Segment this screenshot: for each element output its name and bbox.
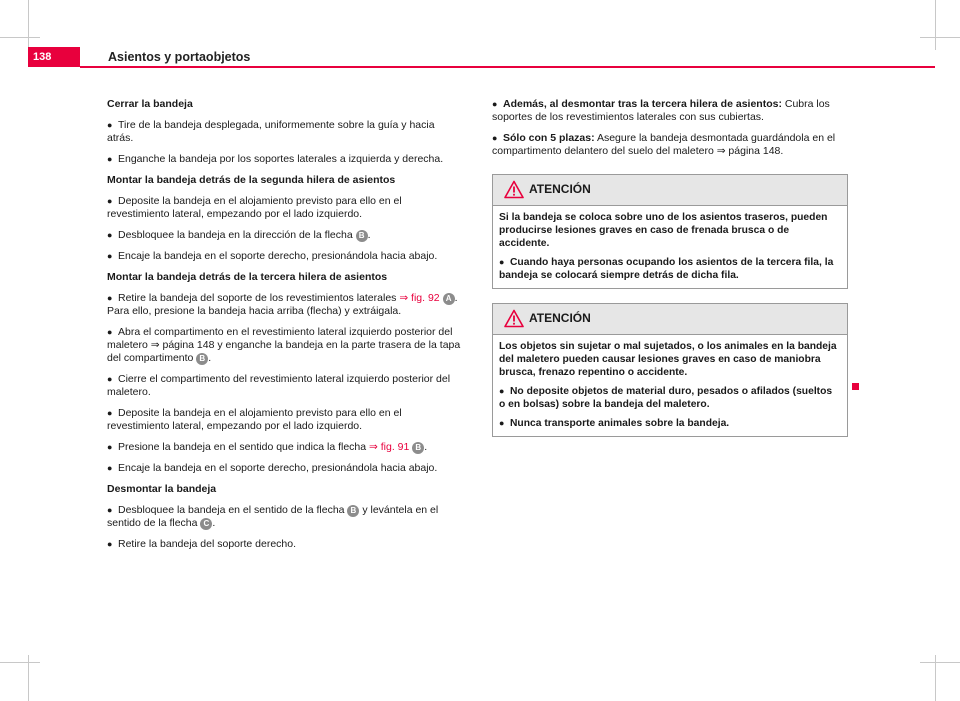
warning-box <box>492 174 848 289</box>
section-heading: Montar la bandeja detrás de la segunda hilera de asientos <box>107 174 396 186</box>
crop-mark <box>0 37 40 38</box>
list-item: ● Desbloquee la bandeja en el sentido de la flecha B y levántela en el sentido de la flecha C . <box>107 504 439 529</box>
crop-mark <box>920 662 960 663</box>
warning-triangle-icon <box>504 309 524 328</box>
bullet-icon: ● <box>499 257 505 267</box>
warning-body <box>493 335 847 436</box>
warning-header <box>493 304 847 335</box>
warning-text: Los objetos sin sujetar o mal sujetados, o los animales en la bandeja del maletero pueden causar lesiones graves en caso de maniobra brusca, frenazo repentino o accidente. <box>499 341 837 378</box>
list-item: ● Nunca transporte animales sobre la bandeja. <box>499 418 730 429</box>
list-item: ● Enganche la bandeja por los soportes laterales a izquierda y derecha. <box>107 153 444 165</box>
bullet-icon: ● <box>499 418 505 428</box>
list-item: ● Encaje la bandeja en el soporte derecho, presionándola hacia abajo. <box>107 250 438 262</box>
list-item: ● Deposite la bandeja en el alojamiento previsto para ello en el revestimiento lateral, empezando por el lado izquierdo. <box>107 407 402 432</box>
crop-mark <box>935 655 936 701</box>
crop-mark <box>28 0 29 50</box>
callout-b-badge: B <box>196 353 208 365</box>
bullet-icon: ● <box>107 408 113 418</box>
callout-b-badge: B <box>412 442 424 454</box>
crop-mark <box>920 37 960 38</box>
bullet-icon: ● <box>492 133 498 143</box>
warning-triangle-icon <box>504 180 524 199</box>
list-item: ● Tire de la bandeja desplegada, uniformemente sobre la guía y hacia atrás. <box>107 119 435 144</box>
crop-mark <box>28 655 29 701</box>
crop-mark <box>0 662 40 663</box>
bullet-icon: ● <box>107 230 113 240</box>
bullet-icon: ● <box>107 154 113 164</box>
callout-b-badge: B <box>356 230 368 242</box>
warning-header <box>493 175 847 206</box>
page-title: Asientos y portaobjetos <box>108 50 251 64</box>
callout-a-badge: A <box>443 293 455 305</box>
bullet-icon: ● <box>107 327 113 337</box>
bullet-icon: ● <box>107 505 113 515</box>
bullet-icon: ● <box>499 386 505 396</box>
bullet-icon: ● <box>107 539 113 549</box>
callout-b-badge: B <box>347 505 359 517</box>
bullet-icon: ● <box>107 463 113 473</box>
bullet-icon: ● <box>107 196 113 206</box>
bullet-icon: ● <box>107 442 113 452</box>
figure-link[interactable]: ⇒ fig. 92 <box>399 292 440 304</box>
crop-mark <box>935 0 936 50</box>
section-end-marker <box>852 383 859 390</box>
warning-title: ATENCIÓN <box>529 311 591 325</box>
warning-title: ATENCIÓN <box>529 182 591 196</box>
list-item: ● Sólo con 5 plazas: Asegure la bandeja desmontada guardándola en el compartimento delantero del suelo del maletero ⇒ página 148. <box>492 132 836 157</box>
list-item: ● Deposite la bandeja en el alojamiento previsto para ello en el revestimiento lateral, empezando por el lado izquierdo. <box>107 195 402 220</box>
figure-link[interactable]: ⇒ fig. 91 <box>369 441 410 453</box>
section-heading: Montar la bandeja detrás de la tercera hilera de asientos <box>107 271 388 283</box>
warning-box <box>492 303 848 437</box>
bullet-icon: ● <box>107 374 113 384</box>
section-heading: Desmontar la bandeja <box>107 483 217 495</box>
list-item: ● Desbloquee la bandeja en la dirección de la flecha B . <box>107 229 371 241</box>
callout-c-badge: C <box>200 518 212 530</box>
page-number: 138 <box>28 47 80 67</box>
warning-body <box>493 206 847 288</box>
list-item: ● Encaje la bandeja en el soporte derecho, presionándola hacia abajo. <box>107 462 438 474</box>
list-item: ● Retire la bandeja del soporte de los revestimientos laterales ⇒ fig. 92 A . Para ello, presione la bandeja hacia arriba (flecha) y extráigala. <box>107 292 458 317</box>
bullet-icon: ● <box>107 251 113 261</box>
list-item: ● Cierre el compartimento del revestimiento lateral izquierdo posterior del maletero. <box>107 373 451 398</box>
list-item: ● Cuando haya personas ocupando los asientos de la tercera fila, la bandeja se colocará siempre detrás de dicha fila. <box>499 257 834 281</box>
bullet-icon: ● <box>107 293 113 303</box>
list-item: ● Presione la bandeja en el sentido que indica la flecha ⇒ fig. 91 B . <box>107 441 428 453</box>
list-item: ● Retire la bandeja del soporte derecho. <box>107 538 297 550</box>
left-column <box>107 98 463 559</box>
right-column <box>492 98 848 451</box>
page-header <box>28 47 935 67</box>
list-item: ● Además, al desmontar tras la tercera hilera de asientos: Cubra los soportes de los revestimientos laterales con sus cubiertas. <box>492 98 830 123</box>
section-heading: Cerrar la bandeja <box>107 98 193 110</box>
bullet-icon: ● <box>107 120 113 130</box>
list-item: ● Abra el compartimento en el revestimiento lateral izquierdo posterior del maletero ⇒ página 148 y enganche la bandeja en la parte trasera de la tapa del compartimento B . <box>107 326 461 364</box>
warning-text: Si la bandeja se coloca sobre uno de los asientos traseros, pueden producirse lesiones graves en caso de frenada brusca o de accidente. <box>499 212 828 249</box>
list-item: ● No deposite objetos de material duro, pesados o afilados (sueltos o en bolsas) sobre la bandeja del maletero. <box>499 386 833 410</box>
bullet-icon: ● <box>492 99 498 109</box>
